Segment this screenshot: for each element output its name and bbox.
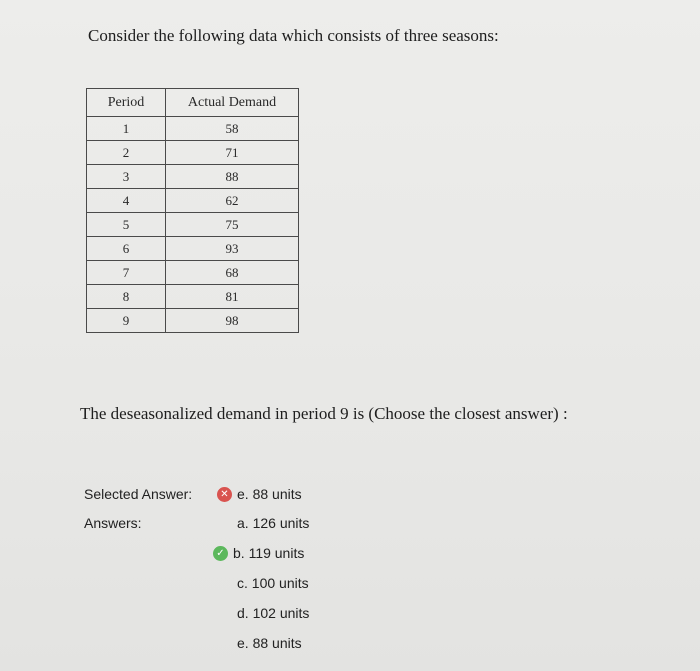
answer-option: c. 100 units <box>237 575 309 591</box>
period-cell: 6 <box>87 237 166 261</box>
selected-answer-value: e. 88 units <box>237 486 302 502</box>
answer-option: e. 88 units <box>237 635 302 651</box>
selected-answer-label: Selected Answer: <box>84 486 193 502</box>
period-cell: 9 <box>87 309 166 333</box>
demand-cell: 58 <box>166 117 299 141</box>
table-row <box>87 189 299 213</box>
question-text: The deseasonalized demand in period 9 is (Choose the closest answer) : <box>80 404 568 423</box>
incorrect-x-icon: ✕ <box>217 487 232 502</box>
period-cell: 7 <box>87 261 166 285</box>
demand-cell: 62 <box>166 189 299 213</box>
answer-option-correct: b. 119 units <box>233 545 305 561</box>
period-cell: 4 <box>87 189 166 213</box>
demand-cell: 68 <box>166 261 299 285</box>
demand-cell: 75 <box>166 213 299 237</box>
answers-label: Answers: <box>84 515 142 531</box>
demand-cell: 93 <box>166 237 299 261</box>
demand-cell: 71 <box>166 141 299 165</box>
answer-option: d. 102 units <box>237 605 310 621</box>
table-row <box>87 309 299 333</box>
answer-option: a. 126 units <box>237 515 310 531</box>
period-cell: 8 <box>87 285 166 309</box>
period-cell: 1 <box>87 117 166 141</box>
period-cell: 2 <box>87 141 166 165</box>
table-header-row <box>87 89 299 117</box>
period-cell: 5 <box>87 213 166 237</box>
intro-text: Consider the following data which consists of three seasons: <box>88 26 499 45</box>
table-row <box>87 237 299 261</box>
table-row <box>87 117 299 141</box>
table-row <box>87 285 299 309</box>
header-period: Period <box>87 89 166 117</box>
demand-table <box>86 88 299 333</box>
demand-cell: 98 <box>166 309 299 333</box>
header-actual-demand: Actual Demand <box>166 89 299 117</box>
period-cell: 3 <box>87 165 166 189</box>
correct-check-icon: ✓ <box>213 546 228 561</box>
table-row <box>87 213 299 237</box>
table-row <box>87 141 299 165</box>
demand-cell: 88 <box>166 165 299 189</box>
table-row <box>87 261 299 285</box>
demand-cell: 81 <box>166 285 299 309</box>
table-row <box>87 165 299 189</box>
